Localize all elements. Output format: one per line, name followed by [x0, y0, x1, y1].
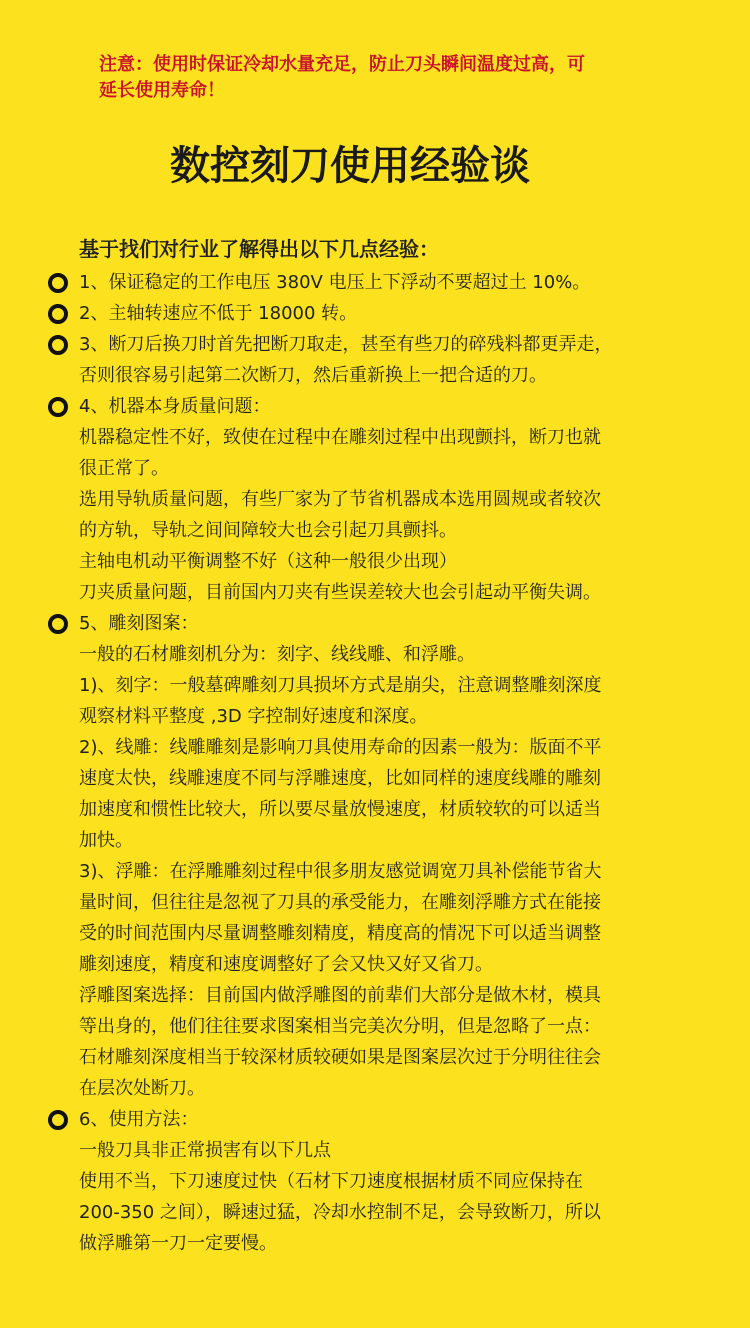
item-line: 否则很容易引起第二次断刀，然后重新换上一把合适的刀。: [79, 365, 547, 386]
list-item: [79, 298, 699, 329]
item-line: 量时间，但往往是忽视了刀具的承受能力，在雕刻浮雕方式在能接: [79, 892, 601, 913]
item-line: 石材雕刻深度相当于较深材质较硬如果是图案层次过于分明往往会: [79, 1047, 601, 1068]
item-line: 200-350 之间），瞬速过猛，冷却水控制不足，会导致断刀，所以: [79, 1202, 601, 1223]
list-item: [79, 1104, 699, 1259]
item-line: 2、主轴转速应不低于 18000 转。: [79, 303, 358, 324]
circle-bullet-icon: [48, 273, 68, 293]
item-line: 雕刻速度，精度和速度调整好了会又快又好又省刀。: [79, 954, 493, 975]
item-line: 6、使用方法：: [79, 1109, 199, 1130]
list-item: [79, 329, 699, 391]
item-line: 4、机器本身质量问题：: [79, 396, 271, 417]
list-item: [79, 391, 699, 608]
list-item: [79, 608, 699, 1104]
item-line: 一般刀具非正常损害有以下几点: [79, 1140, 331, 1161]
item-line: 的方轨，导轨之间间障较大也会引起刀具颤抖。: [79, 520, 457, 541]
item-line: 机器稳定性不好，致使在过程中在雕刻过程中出现颤抖，断刀也就: [79, 427, 601, 448]
item-line: 1)、刻字：一般墓碑雕刻刀具损坏方式是崩尖，注意调整雕刻深度: [79, 675, 602, 696]
experience-list: [79, 267, 699, 1259]
item-line: 一般的石材雕刻机分为：刻字、线线雕、和浮雕。: [79, 644, 475, 665]
item-line: 速度太快，线雕速度不同与浮雕速度，比如同样的速度线雕的雕刻: [79, 768, 601, 789]
list-item: [79, 267, 699, 298]
item-line: 受的时间范围内尽量调整雕刻精度，精度高的情况下可以适当调整: [79, 923, 601, 944]
item-line: 加快。: [79, 830, 133, 851]
circle-bullet-icon: [48, 397, 68, 417]
item-line: 等出身的，他们往往要求图案相当完美次分明，但是忽略了一点：: [79, 1016, 601, 1037]
item-line: 3)、浮雕：在浮雕雕刻过程中很多朋友感觉调宽刀具补偿能节省大: [79, 861, 602, 882]
circle-bullet-icon: [48, 304, 68, 324]
notice-line-2: 延长使用寿命！: [99, 80, 225, 101]
circle-bullet-icon: [48, 335, 68, 355]
notice-text: [99, 52, 659, 104]
item-line: 浮雕图案选择：目前国内做浮雕图的前辈们大部分是做木材，模具: [79, 985, 601, 1006]
item-line: 刀夹质量问题，目前国内刀夹有些误差较大也会引起动平衡失调。: [79, 582, 601, 603]
item-line: 做浮雕第一刀一定要慢。: [79, 1233, 277, 1254]
item-line: 主轴电机动平衡调整不好（这种一般很少出现）: [79, 551, 457, 572]
item-line: 很正常了。: [79, 458, 169, 479]
page-title: 数控刻刀使用经验谈: [170, 143, 530, 189]
item-line: 加速度和惯性比较大，所以要尽量放慢速度，材质较软的可以适当: [79, 799, 601, 820]
item-line: 3、断刀后换刀时首先把断刀取走，甚至有些刀的碎残料都更弄走，: [79, 334, 613, 355]
item-line: 5、雕刻图案：: [79, 613, 199, 634]
circle-bullet-icon: [48, 1110, 68, 1130]
article-content: [79, 235, 699, 1259]
item-line: 选用导轨质量问题，有些厂家为了节省机器成本选用圆规或者较次: [79, 489, 601, 510]
circle-bullet-icon: [48, 614, 68, 634]
item-line: 1、保证稳定的工作电压 380V 电压上下浮动不要超过土 10%。: [79, 272, 591, 293]
item-line: 在层次处断刀。: [79, 1078, 205, 1099]
section-subtitle: 基于找们对行业了解得出以下几点经验：: [79, 237, 439, 261]
item-line: 2)、线雕：线雕雕刻是影响刀具使用寿命的因素一般为：版面不平: [79, 737, 602, 758]
item-line: 观察材料平整度 ,3D 字控制好速度和深度。: [79, 706, 428, 727]
notice-line-1: 注意：使用时保证冷却水量充足，防止刀头瞬间温度过高，可: [99, 54, 585, 75]
item-line: 使用不当，下刀速度过快（石材下刀速度根据材质不同应保持在: [79, 1171, 583, 1192]
